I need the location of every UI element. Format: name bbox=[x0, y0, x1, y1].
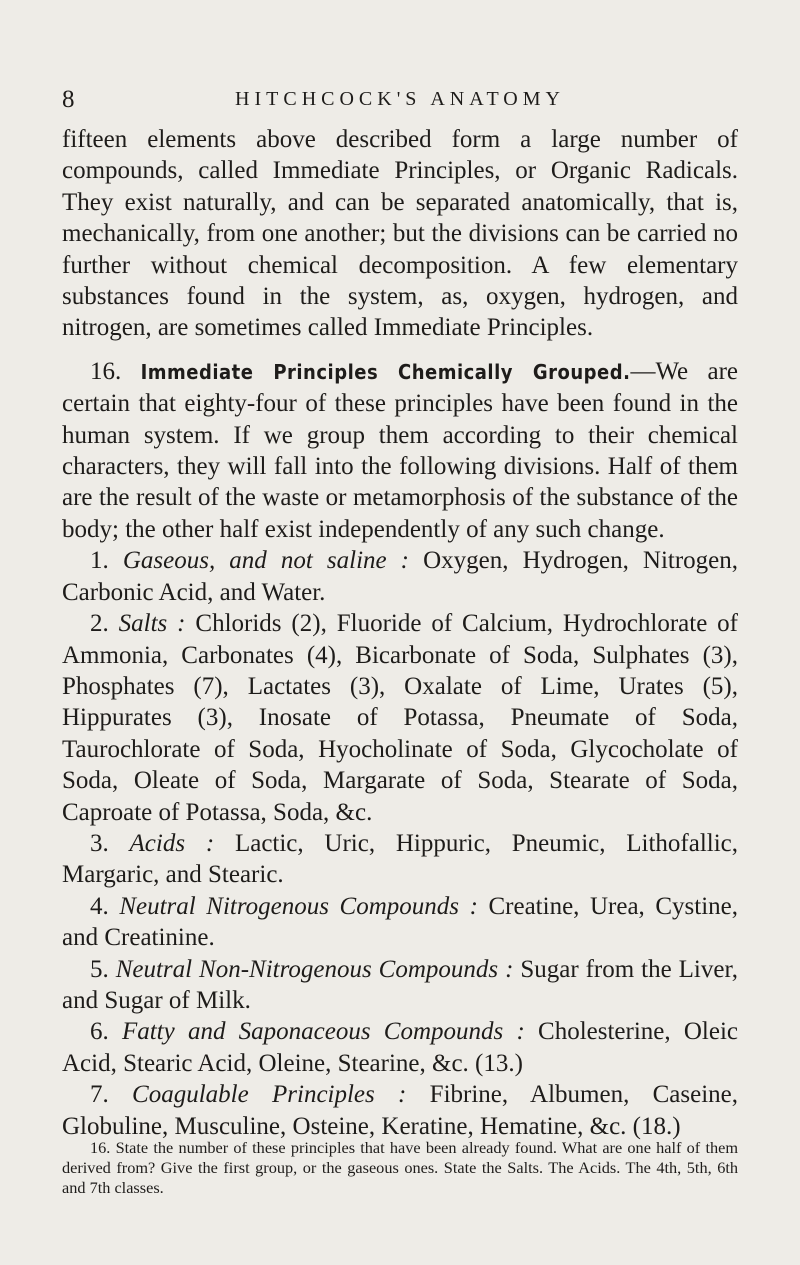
group-text: Oxygen, Hydrogen, Nitrogen, Carbonic Acid, and Water. bbox=[62, 547, 739, 606]
group-category: Gaseous, and not saline : bbox=[122, 547, 410, 575]
footnote-text: 16. State the number of these principles that have been already found. What are one half of them derived from? Give the first group, or the gaseous ones. State the Salts. The Acids. The 4th, 5th, 6th and 7th classes. bbox=[62, 1138, 738, 1197]
group-number: 3. bbox=[90, 829, 109, 857]
group-text: Creatine, Urea, Cystine, and Creatinine. bbox=[62, 892, 739, 952]
section-16 bbox=[62, 356, 738, 545]
page-number: 8 bbox=[62, 86, 75, 113]
group-item bbox=[62, 545, 738, 608]
group-item bbox=[62, 891, 738, 954]
footnote bbox=[62, 1138, 738, 1198]
group-text: Sugar from the Liver, and Sugar of Milk. bbox=[62, 955, 739, 1014]
section-text: —We are certain that eighty-four of these principles have been found in the human system. If we group them according to their chemical characters, they will fall into the following divisions. Half of them are the result of the waste or metamorphosis of the substance of the body; the other half exist independently of any such change. bbox=[62, 357, 738, 543]
body-text bbox=[62, 124, 738, 1142]
group-category: Fatty and Saponaceous Compounds : bbox=[121, 1018, 525, 1046]
group-number: 5. bbox=[90, 955, 109, 983]
section-number: 16. bbox=[90, 357, 122, 385]
group-number: 6. bbox=[90, 1018, 109, 1046]
group-category: Acids : bbox=[129, 829, 215, 857]
group-item bbox=[62, 954, 738, 1017]
group-number: 4. bbox=[90, 892, 109, 920]
group-category: Neutral Non-Nitrogenous Compounds : bbox=[115, 955, 514, 983]
group-text: Lactic, Uric, Hippuric, Pneumic, Lithofallic, Margaric, and Stearic. bbox=[62, 829, 739, 889]
group-category: Coagulable Principles : bbox=[132, 1081, 407, 1109]
intro-paragraph: fifteen elements above described form a large number of compounds, called Immediate Principles, or Organic Radicals. They exist naturally, and can be separated anatomically, that is, mechanically, from one another; but the divisions can be carried no further without chemical decomposition. A few elementary substances found in the system, as, oxygen, hydrogen, and nitrogen, are sometimes called Immediate Principles. bbox=[62, 126, 738, 342]
group-item bbox=[62, 1079, 738, 1142]
group-text: Fibrine, Albumen, Caseine, Globuline, Musculine, Osteine, Keratine, Hematine, &c. (18.) bbox=[62, 1081, 739, 1140]
group-number: 7. bbox=[90, 1081, 109, 1109]
group-text: Cholesterine, Oleic Acid, Stearic Acid, Oleine, Stearine, &c. (13.) bbox=[62, 1018, 738, 1077]
group-category: Salts : bbox=[118, 610, 186, 638]
section-heading: Immediate Principles Chemically Grouped. bbox=[140, 359, 631, 384]
group-text: Chlorids (2), Fluoride of Calcium, Hydrochlorate of Ammonia, Carbonates (4), Bicarbonate of Soda, Sulphates (3), Phosphates (7), Lactates (3), Oxalate of Lime, Urates (5), Hippurates (3), Inosate of Potassa, Pneumate of Soda, Taurochlorate of Soda, Hyocholinate of Soda, Glycocholate of Soda, Oleate of Soda, Margarate of Soda, Stearate of Soda, Caproate of Potassa, Soda, &c. bbox=[62, 610, 739, 826]
group-item bbox=[62, 1016, 738, 1079]
page-header bbox=[62, 86, 738, 120]
group-number: 1. bbox=[90, 547, 109, 575]
group-item bbox=[62, 608, 738, 828]
group-category: Neutral Nitrogenous Compounds : bbox=[119, 892, 478, 920]
running-head: HITCHCOCK'S ANATOMY bbox=[235, 88, 565, 110]
group-number: 2. bbox=[90, 610, 109, 638]
group-item bbox=[62, 828, 738, 891]
